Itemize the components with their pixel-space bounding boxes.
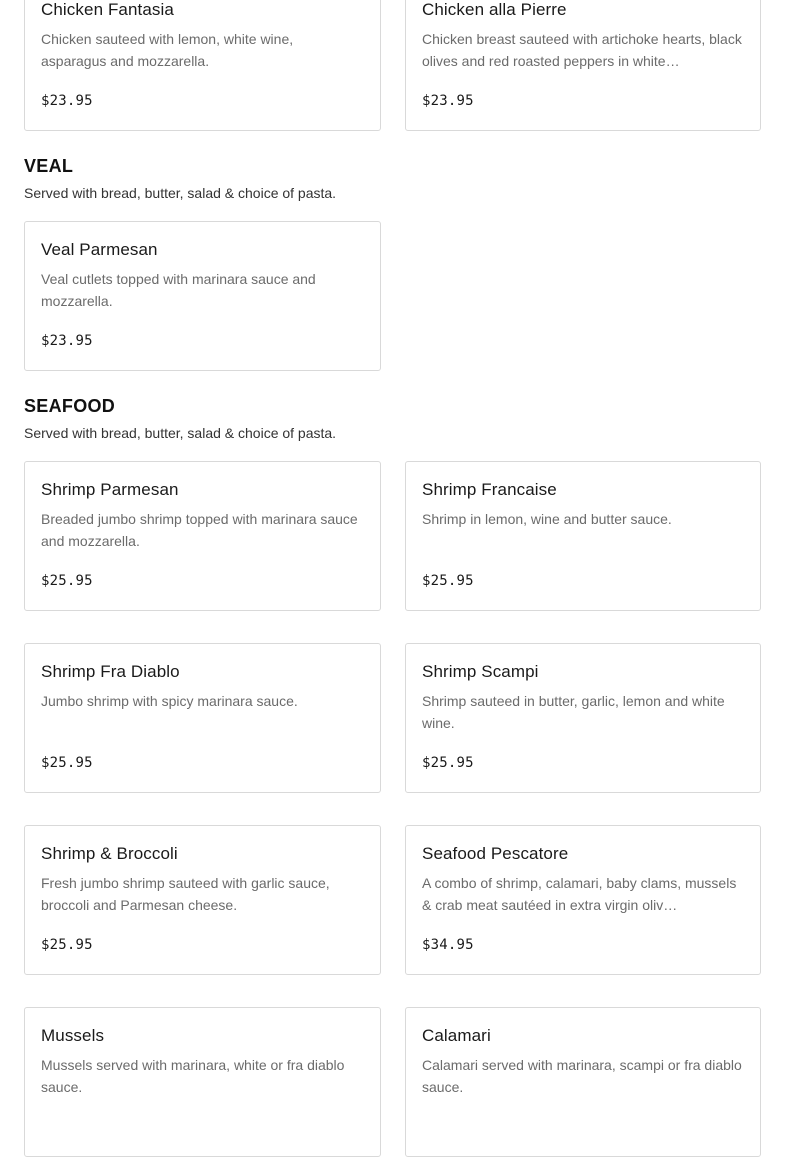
menu-item-price: $34.95	[422, 937, 474, 953]
menu-item-description: Jumbo shrimp with spicy marinara sauce.	[41, 693, 298, 709]
menu-item-description: Fresh jumbo shrimp sauteed with garlic sauce, broccoli and Parmesan cheese.	[41, 875, 330, 913]
menu-item-name: Calamari	[422, 1026, 491, 1045]
menu-item-card[interactable]	[405, 0, 761, 131]
menu-item-name: Chicken Fantasia	[41, 0, 174, 19]
menu-item-card[interactable]	[405, 461, 761, 611]
menu-item-description: Shrimp in lemon, wine and butter sauce.	[422, 511, 672, 527]
menu-item-name: Shrimp Fra Diablo	[41, 662, 180, 681]
menu-item-name: Shrimp Parmesan	[41, 480, 179, 499]
menu-item-price: $25.95	[41, 573, 93, 589]
menu-item-name: Chicken alla Pierre	[422, 0, 567, 19]
section-title-seafood: SEAFOOD	[24, 396, 116, 416]
menu-item-description: Shrimp sauteed in butter, garlic, lemon and white wine.	[422, 693, 725, 731]
menu-item-price: $23.95	[422, 93, 474, 109]
menu-item-description: Chicken breast sauteed with artichoke hearts, black olives and red roasted peppers in white…	[422, 31, 742, 69]
menu-item-card[interactable]	[405, 825, 761, 975]
section-subtitle-seafood: Served with bread, butter, salad & choice of pasta.	[24, 425, 337, 441]
menu-item-name: Shrimp Scampi	[422, 662, 539, 681]
menu-item-card[interactable]	[24, 825, 381, 975]
menu-item-name: Seafood Pescatore	[422, 844, 569, 863]
menu-item-price: $25.95	[41, 755, 93, 771]
menu-item-price: $23.95	[41, 333, 93, 349]
menu-item-description: Mussels served with marinara, white or fra diablo sauce.	[41, 1057, 345, 1095]
menu-item-card[interactable]	[24, 0, 381, 131]
menu-item-description: Chicken sauteed with lemon, white wine, asparagus and mozzarella.	[41, 31, 294, 69]
menu-item-card[interactable]	[405, 643, 761, 793]
menu-item-name: Veal Parmesan	[41, 240, 158, 259]
menu-item-name: Shrimp Francaise	[422, 480, 557, 499]
menu-item-card[interactable]	[405, 1007, 761, 1157]
menu-item-price: $25.95	[422, 573, 474, 589]
menu-item-description: Breaded jumbo shrimp topped with marinara sauce and mozzarella.	[41, 511, 358, 549]
menu-item-card[interactable]	[24, 461, 381, 611]
menu-item-card[interactable]	[24, 1007, 381, 1157]
menu-item-card[interactable]	[24, 643, 381, 793]
section-title-veal: VEAL	[24, 156, 74, 176]
menu-item-description: A combo of shrimp, calamari, baby clams, mussels & crab meat sautéed in extra virgin oliv…	[422, 875, 737, 913]
menu-item-price: $25.95	[41, 937, 93, 953]
menu-item-description: Calamari served with marinara, scampi or fra diablo sauce.	[422, 1057, 742, 1095]
menu-item-price: $23.95	[41, 93, 93, 109]
section-subtitle-veal: Served with bread, butter, salad & choice of pasta.	[24, 185, 337, 201]
menu-item-price: $25.95	[422, 755, 474, 771]
menu-item-name: Shrimp & Broccoli	[41, 844, 178, 863]
menu-item-card[interactable]	[24, 221, 381, 371]
menu-item-description: Veal cutlets topped with marinara sauce and mozzarella.	[41, 271, 316, 309]
menu-item-name: Mussels	[41, 1026, 105, 1045]
